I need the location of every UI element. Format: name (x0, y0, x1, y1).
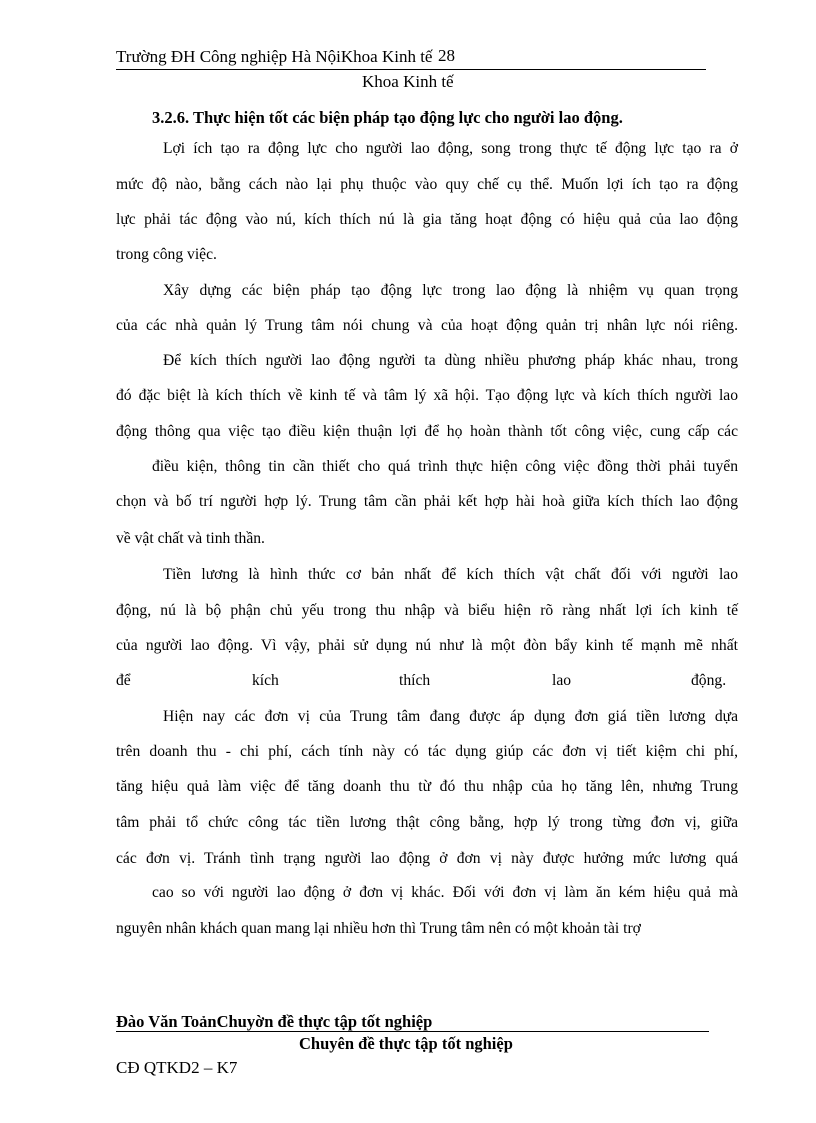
body-line: mức độ nào, bằng cách nào lại phụ thuộc vào quy chế cụ thể. Muốn lợi ích tạo ra động (116, 176, 738, 193)
body-line: điều kiện, thông tin cần thiết cho quá trình thực hiện công việc đồng thời phải tuyển (152, 458, 738, 475)
header-department: Khoa Kinh tế (362, 72, 454, 91)
footer-class: CĐ QTKD2 – K7 (116, 1058, 238, 1077)
body-word: thích (399, 672, 431, 689)
section-heading: 3.2.6. Thực hiện tốt các biện pháp tạo động lực cho người lao động. (152, 108, 623, 127)
body-line: động thông qua việc tạo điều kiện thuận lợi để họ hoàn thành tốt công việc, cung cấp các (116, 423, 738, 440)
body-word: động. (691, 672, 727, 689)
page-number: 28 (438, 46, 455, 65)
body-line: Hiện nay các đơn vị của Trung tâm đang được áp dụng đơn giá tiền lương dựa (163, 708, 738, 725)
body-line: Tiền lương là hình thức cơ bản nhất để kích thích vật chất đối với người lao (163, 566, 738, 583)
body-line: của các nhà quản lý Trung tâm nói chung và của hoạt động quản trị nhân lực nói riêng. (116, 317, 738, 334)
header-rule (116, 69, 706, 70)
body-line: Để kích thích người lao động người ta dùng nhiều phương pháp khác nhau, trong (163, 352, 738, 369)
body-word: để (116, 672, 131, 689)
body-line: về vật chất và tinh thần. (116, 530, 265, 547)
body-line: lực phải tác động vào nú, kích thích nú là gia tăng hoạt động có hiệu quả của lao động (116, 211, 738, 228)
footer-rule (116, 1031, 709, 1032)
body-line: trong công việc. (116, 246, 217, 263)
body-line: nguyên nhân khách quan mang lại nhiều hơn thì Trung tâm nên có một khoản tài trợ (116, 920, 641, 937)
body-line: Lợi ích tạo ra động lực cho người lao động, song trong thực tế động lực tạo ra ở (163, 140, 738, 157)
body-line: đó đặc biệt là kích thích về kinh tế và tâm lý xã hội. Tạo động lực và kích thích người lao (116, 387, 738, 404)
body-line: động, nú là bộ phận chủ yếu trong thu nhập và biểu hiện rõ ràng nhất lợi ích kinh tế (116, 602, 738, 619)
footer-author: Đào Văn ToảnChuyờn đề thực tập tốt nghiệp (116, 1012, 433, 1031)
body-line: Xây dựng các biện pháp tạo động lực trong lao động là nhiệm vụ quan trọng (163, 282, 738, 299)
body-line: cao so với người lao động ở đơn vị khác. Đối với đơn vị làm ăn kém hiệu quả mà (152, 884, 738, 901)
body-line: trên doanh thu - chi phí, cách tính này có tác dụng giúp các đơn vị tiết kiệm chi phí, (116, 743, 738, 760)
body-line: tăng hiệu quả làm việc để tăng doanh thu từ đó thu nhập của họ tăng lên, nhưng Trung (116, 778, 738, 795)
body-line: chọn và bố trí người hợp lý. Trung tâm cần phải kết hợp hài hoà giữa kích thích lao động (116, 493, 738, 510)
header-school-dept: Trường ĐH Công nghiệp Hà NộiKhoa Kinh tế (116, 47, 433, 66)
body-word: kích (252, 672, 279, 689)
body-line: của người lao động. Vì vậy, phải sử dụng nú như là một đòn bẩy kinh tế mạnh mẽ nhất (116, 637, 738, 654)
body-word: lao (552, 672, 572, 689)
body-line: tâm phải tổ chức công tác tiền lương thật công bằng, hợp lý trong từng đơn vị, giữa (116, 814, 738, 831)
body-line: các đơn vị. Tránh tình trạng người lao động ở đơn vị này được hưởng mức lương quá (116, 850, 738, 867)
footer-title: Chuyên đề thực tập tốt nghiệp (299, 1034, 513, 1053)
